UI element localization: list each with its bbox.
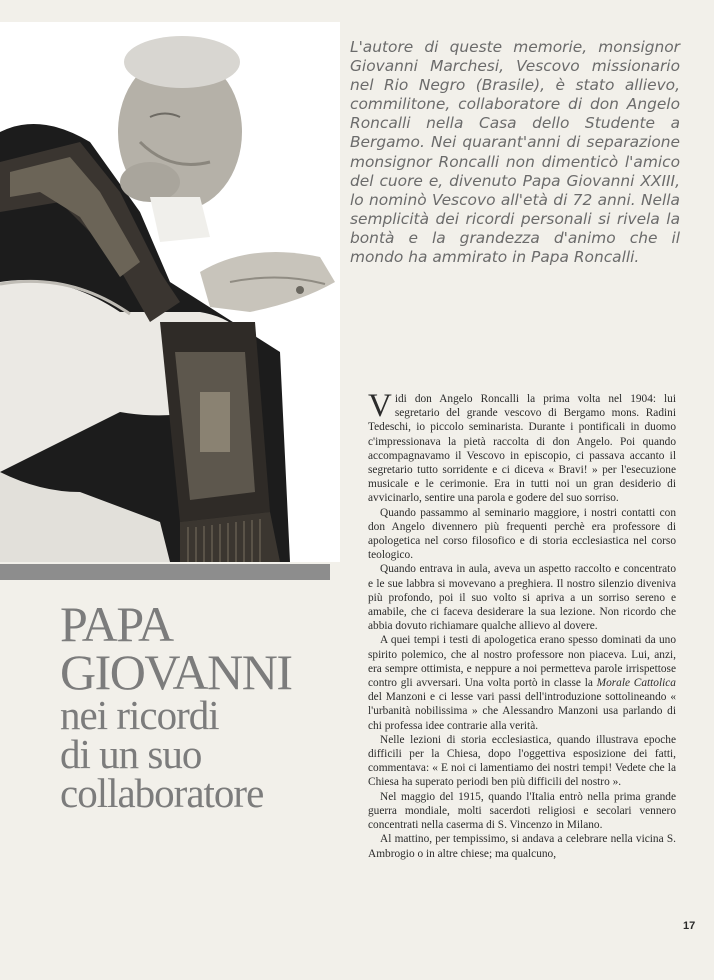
drop-cap: V [368, 388, 392, 424]
article-paragraph: Nelle lezioni di storia ecclesiastica, quando illustrava epoche difficili per la Chiesa, dopo l'oggettiva esposizione dei fatti, commentava: « E noi ci lamentiamo dei nostri tempi! Vedete che la Chiesa ha superato periodi ben più difficili del nostro ». [368, 733, 676, 789]
headline-line-2: GIOVANNI [60, 644, 292, 700]
book-title: Morale Cattolica [596, 677, 676, 690]
divider-bar [0, 564, 330, 580]
article-paragraph: Nel maggio del 1915, quando l'Italia entrò nella prima grande guerra mondiale, molti sacerdoti religiosi e secolari vennero concentrati nella caserma di S. Vincenzo in Milano. [368, 790, 676, 832]
headline [60, 596, 350, 816]
article-body [368, 388, 676, 861]
headline-line-3: nei ricordi [60, 692, 219, 738]
pope-photo [0, 22, 340, 562]
page-number: 17 [683, 920, 696, 932]
article-paragraph: Al mattino, per tempissimo, si andava a celebrare nella vicina S. Ambrogio o in altre chiese; ma qualcuno, [368, 833, 676, 860]
article-paragraph: A quei tempi i testi di apologetica erano spesso dominati da uno spirito polemico, che al nostro professore non piaceva. Lui, anzi, era sempre ottimista, e neppure a noi permetteva parole irrispettose contro gli avversari. Una volta portò in classe la Morale Cattolica del Manzoni e ci lesse vari passi dell'introduzione sottolineando « l'urbanità nobilissima » che Alessandro Manzoni usa parlando di chi professa idee contrarie alla verità. [368, 634, 676, 732]
article-paragraph: Quando passammo al seminario maggiore, i nostri contatti con don Angelo divennero più frequenti perchè era professore di apologetica nel corso filosofico e di storia ecclesiastica nel corso teologico. [368, 506, 676, 562]
article-paragraph: Vidi don Angelo Roncalli la prima volta nel 1904: lui segretario del grande vescovo di Bergamo mons. Radini Tedeschi, io piccolo seminarista. Durante i pontificali in duomo c'impressionava la pietà raccolta di don Angelo. Poi quando accompagnavamo il Vescovo in episcopio, ci passava accanto il segretario tutto sorridente e ci diceva « Bravi! » per l'esecuzione musicale e le cerimonie. Era in tutti noi un gran desiderio di avvicinarlo, sentire una parola e godere del suo sorriso. [368, 388, 676, 505]
article-paragraph: Quando entrava in aula, aveva un aspetto raccolto e concentrato e le sue labbra si movevano a preghiera. Il nostro silenzio diveniva più profondo, poi il suo volto si apriva a un sorriso sereno e amabile, che ci faceva desiderare la sua lezione. Non ricordo che abbia dovuto richiamare qualche allievo al dovere. [368, 563, 676, 633]
intro-text: L'autore di queste memorie, monsignor Giovanni Marchesi, Vescovo missionario nel Rio Negro (Brasile), è stato allievo, commilitone, collaboratore di don Angelo Roncalli nella Casa dello Studente a Bergamo. Nei quarant'anni di separazione monsignor Roncalli non dimenticò l'amico del cuore e, divenuto Papa Giovanni XXIII, lo nominò Vescovo all'età di 72 anni. Nella semplicità dei ricordi personali si rivela la bontà e la grandezza d'animo che il mondo ha ammirato in Papa Roncalli. [350, 38, 680, 267]
headline-line-5: collaboratore [60, 770, 264, 816]
headline-line-4: di un suo [60, 731, 202, 777]
headline-line-1: PAPA [60, 596, 173, 652]
